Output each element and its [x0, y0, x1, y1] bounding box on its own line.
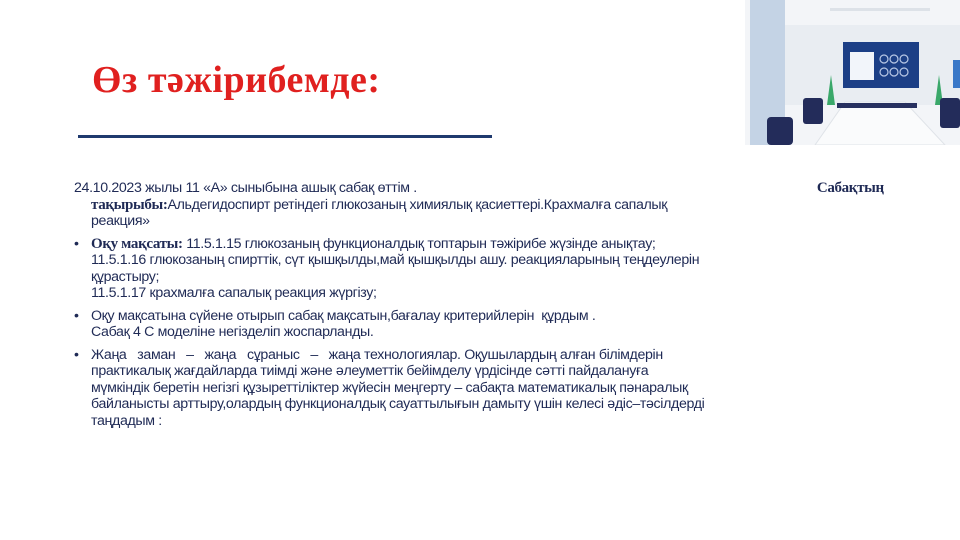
- bullet-icon: •: [74, 307, 79, 324]
- plan-text: Сабақ 4 С моделіне негізделіп жоспарланды.: [91, 324, 374, 340]
- goal-text: құрастыру;: [91, 268, 160, 285]
- slide-body: [74, 180, 914, 433]
- tech-text: Жаңа заман – жаңа сұраныс – жаңа технологиялар. Оқушылардың алған білімдерін: [91, 346, 663, 363]
- topic-label-part2: тақырыбы:: [91, 196, 168, 213]
- tech-text: практикалық жағдайларда тиімді және әлеуметтік бейімделу үрдісінде сәтті пайдалануға: [91, 363, 649, 379]
- plan-text: Оқу мақсатына сүйене отырып сабақ мақсатын,бағалау критерийлерін құрдым .: [91, 307, 596, 324]
- topic-text-end: реакция»: [91, 213, 150, 229]
- goal-text: 11.5.1.17 крахмалға сапалық реакция жүргізу;: [91, 285, 377, 301]
- bullet-icon: •: [74, 346, 79, 363]
- topic-text: Альдегидоспирт ретіндегі глюкозаның химиялық қасиеттері.Крахмалға сапалық: [167, 196, 668, 213]
- goals-label: Оқу мақсаты:: [91, 235, 183, 252]
- goal-text: 11.5.1.15 глюкозаның функционалдық топтарын тәжірибе жүзінде анықтау;: [182, 235, 656, 252]
- slide-title: Өз тәжірибемде:: [92, 59, 381, 101]
- tech-text: таңдадым :: [91, 412, 162, 429]
- bullet-learning-goals: [74, 236, 914, 302]
- intro-paragraph: [74, 180, 914, 230]
- bullet-icon: •: [74, 235, 79, 252]
- title-underline: [78, 135, 492, 138]
- intro-text: 24.10.2023 жылы 11 «А» сыныбына ашық сабақ өттім .: [74, 180, 417, 196]
- topic-label-part1: Сабақтың: [816, 180, 884, 196]
- bullet-new-technologies: [74, 347, 914, 430]
- goal-text: 11.5.1.16 глюкозаның спирттік, сүт қышқылды,май қышқылды ашу. реакцияларының теңдеулерін: [91, 252, 700, 268]
- tech-text: мүмкіндік беретін негізгі құзыреттіліктер жүйесін меңгерту – сабақта математикалық пәнаралық: [91, 379, 688, 396]
- conference-room-image: [745, 0, 960, 145]
- bullet-lesson-plan: [74, 308, 914, 341]
- tech-text: байланысты арттыру,олардың функционалдық сауаттылығын дамыту үшін келесі әдіс–тәсілдерді: [91, 396, 705, 412]
